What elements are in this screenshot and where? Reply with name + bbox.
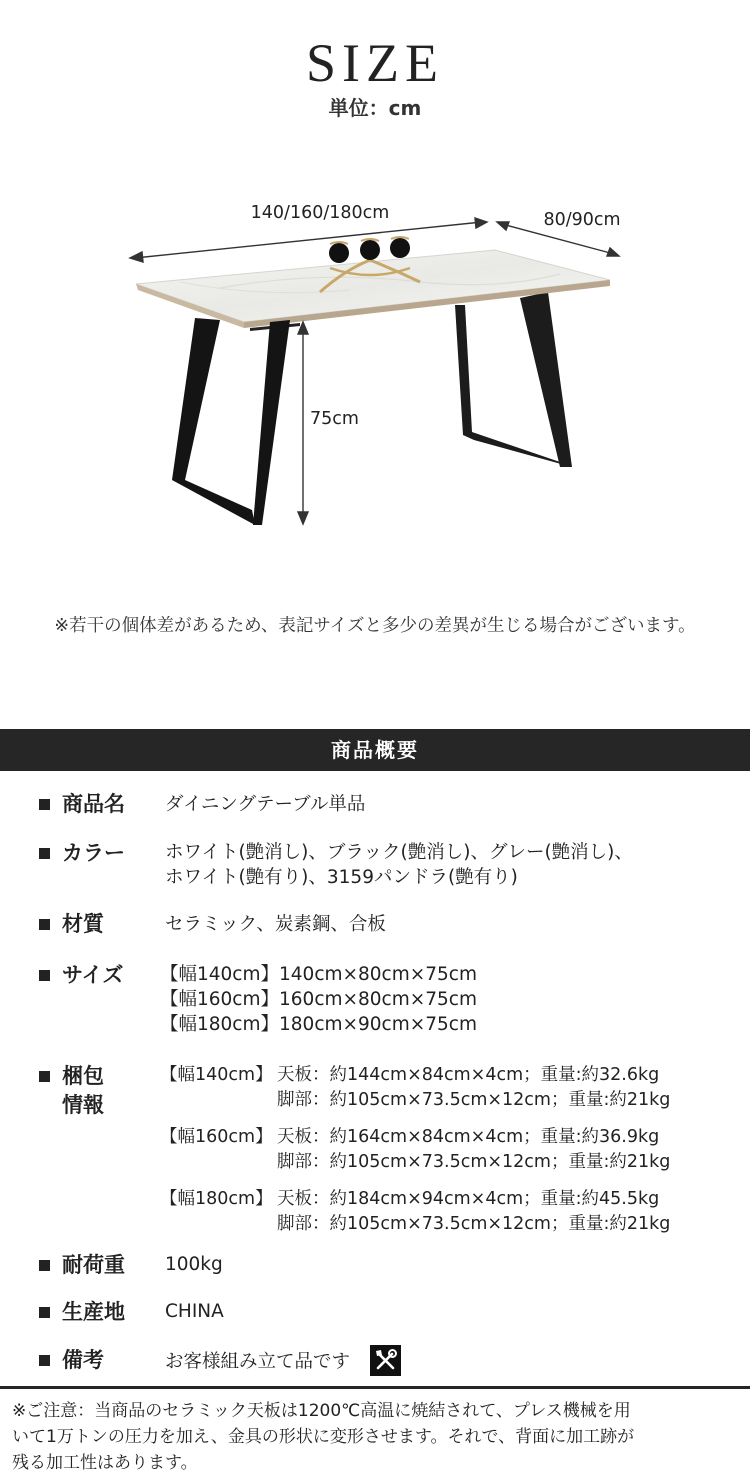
section-header: 商品概要 — [0, 729, 750, 771]
bullet-icon — [39, 799, 50, 810]
footer-divider — [0, 1386, 750, 1389]
bullet-icon — [39, 1260, 50, 1271]
package-group — [160, 1187, 670, 1236]
package-top: 天板：約164cm×84cm×4cm；重量:約36.9kg — [277, 1127, 660, 1147]
package-label-line-2: 情報 — [62, 1093, 104, 1117]
bullet-icon — [39, 848, 50, 859]
color-line-2: ホワイト(艶有り)、3159パンドラ(艶有り) — [165, 867, 518, 888]
spec-value — [165, 840, 633, 890]
footer-line-3: 残る加工性はあります。 — [12, 1453, 198, 1473]
package-top: 天板：約184cm×94cm×4cm；重量:約45.5kg — [277, 1189, 660, 1209]
height-arrow — [298, 322, 308, 524]
color-line-1: ホワイト(艶消し)、ブラック(艶消し)、グレー(艶消し)、 — [165, 842, 633, 863]
footer-notice — [12, 1398, 740, 1476]
spec-label: カラー — [62, 841, 125, 865]
depth-label: 80/90cm — [543, 210, 621, 230]
package-group — [160, 1125, 670, 1174]
spec-value: ダイニングテーブル単品 — [165, 794, 366, 815]
spec-value — [165, 1347, 401, 1378]
spec-value: CHINA — [165, 1301, 224, 1322]
size-disclaimer: ※若干の個体差があるため、表記サイズと多少の差異が生じる場合がございます。 — [54, 616, 696, 636]
table-legs-front — [172, 318, 290, 525]
size-title: SIZE — [306, 33, 444, 93]
tools-icon — [370, 1345, 401, 1376]
package-tag: 【幅160cm】 — [160, 1127, 273, 1147]
spec-label: 生産地 — [62, 1300, 125, 1324]
remarks-text: お客様組み立て品です — [165, 1351, 351, 1373]
spec-value — [160, 962, 477, 1037]
package-top: 天板：約144cm×84cm×4cm；重量:約32.6kg — [277, 1065, 660, 1085]
spec-label — [62, 1062, 104, 1120]
spec-label: 材質 — [62, 912, 104, 936]
footer-line-1: ※ご注意：当商品のセラミック天板は1200℃高温に焼結されて、プレス機械を用 — [12, 1401, 631, 1421]
package-group — [160, 1063, 670, 1112]
spec-label: 耐荷重 — [62, 1253, 125, 1277]
spec-value: セラミック、炭素鋼、合板 — [165, 914, 386, 935]
bullet-icon — [39, 919, 50, 930]
spec-label: 備考 — [62, 1348, 104, 1372]
bullet-icon — [39, 1307, 50, 1318]
table-legs-back — [455, 292, 572, 467]
package-label-line-1: 梱包 — [62, 1064, 104, 1088]
spec-label: サイズ — [62, 963, 124, 987]
spec-label: 商品名 — [62, 792, 125, 816]
package-tag: 【幅140cm】 — [160, 1065, 273, 1085]
bullet-icon — [39, 1355, 50, 1366]
width-label: 140/160/180cm — [250, 203, 390, 223]
size-line: 【幅180cm】180cm×90cm×75cm — [160, 1014, 477, 1035]
spec-value: 100kg — [165, 1254, 223, 1275]
footer-line-2: いて1万トンの圧力を加え、金具の形状に変形させます。それで、背面に加工跡が — [12, 1427, 635, 1447]
size-line: 【幅160cm】160cm×80cm×75cm — [160, 989, 477, 1010]
size-line: 【幅140cm】140cm×80cm×75cm — [160, 964, 477, 985]
package-legs: 脚部：約105cm×73.5cm×12cm；重量:約21kg — [277, 1089, 671, 1110]
package-legs: 脚部：約105cm×73.5cm×12cm；重量:約21kg — [277, 1151, 671, 1172]
package-tag: 【幅180cm】 — [160, 1189, 273, 1209]
package-legs: 脚部：約105cm×73.5cm×12cm；重量:約21kg — [277, 1213, 671, 1234]
height-label: 75cm — [310, 409, 359, 429]
table-diagram — [0, 170, 750, 540]
bullet-icon — [39, 970, 50, 981]
unit-label: 単位：cm — [328, 96, 422, 120]
bullet-icon — [39, 1071, 50, 1082]
